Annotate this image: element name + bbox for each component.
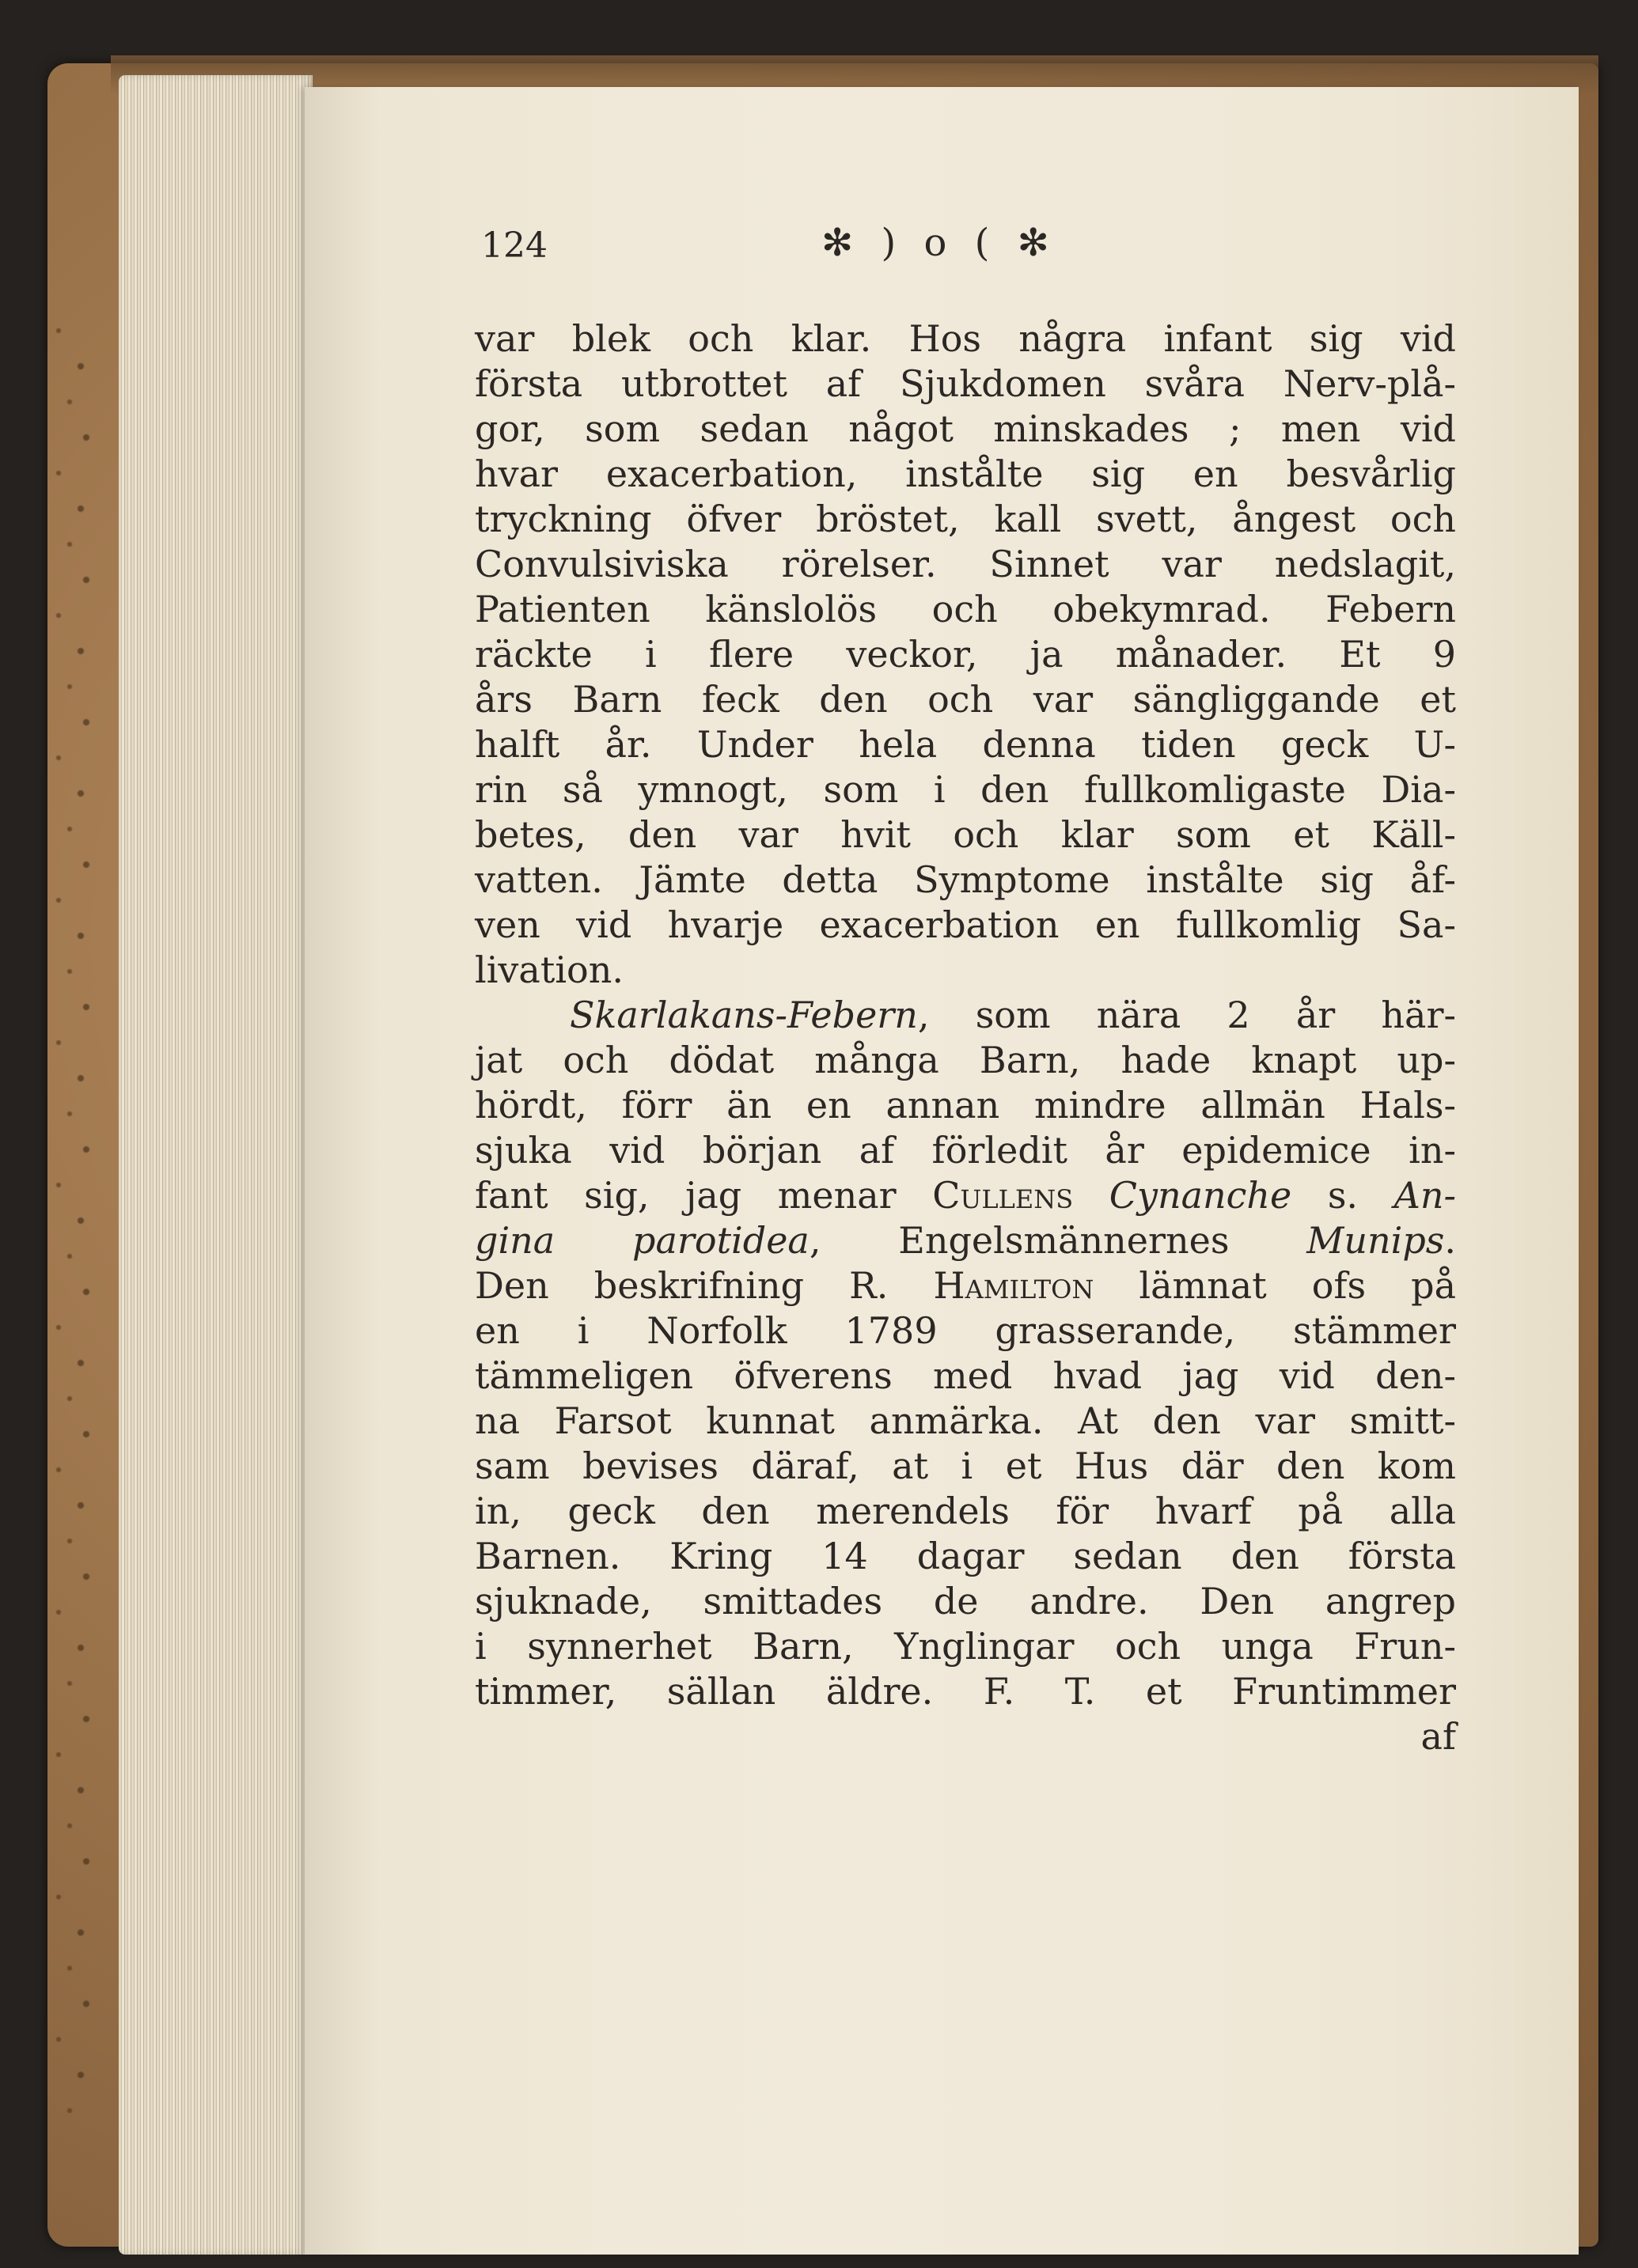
text-segment: lämnat ofs på — [1094, 1264, 1457, 1307]
text-line — [475, 1444, 1456, 1489]
ornament-header: ✻ ) o ( ✻ — [821, 221, 1057, 265]
text-line — [475, 812, 1456, 858]
text-line — [475, 1534, 1456, 1579]
text-line — [475, 1579, 1456, 1624]
text-line — [475, 587, 1456, 632]
text-line — [475, 1173, 1456, 1218]
text-segment: var blek och klar. Hos några infant sig vid — [475, 317, 1456, 360]
text-segment: fant sig, jag menar — [475, 1174, 933, 1217]
text-line — [475, 767, 1456, 812]
text-segment: sjuka vid början af förledit år epidemice in- — [475, 1129, 1456, 1172]
text-segment: ven vid hvarje exacerbation en fullkomlig Sa- — [475, 903, 1456, 946]
text-segment: betes, den var hvit och klar som et Käll- — [475, 813, 1456, 856]
text-segment: jat och dödat många Barn, hade knapt up- — [475, 1039, 1456, 1081]
text-line — [475, 497, 1456, 542]
text-segment: tämmeligen öfverens med hvad jag vid den- — [475, 1354, 1456, 1397]
text-segment: gor, som sedan något minskades ; men vid — [475, 407, 1456, 450]
text-line — [475, 1669, 1456, 1714]
text-segment: räckte i flere veckor, ja månader. Et 9 — [475, 633, 1456, 676]
text-segment: s. — [1291, 1174, 1394, 1217]
text-segment: en i Norfolk 1789 grasserande, stämmer — [475, 1309, 1456, 1352]
text-segment: gina parotidea — [475, 1219, 810, 1262]
text-segment: halft år. Under hela denna tiden geck U- — [475, 723, 1456, 766]
text-segment: in, geck den merendels för hvarf på alla — [475, 1490, 1456, 1532]
text-segment: första utbrottet af Sjukdomen svåra Nerv-plå- — [475, 362, 1456, 405]
text-segment: na Farsot kunnat anmärka. At den var smitt- — [475, 1399, 1456, 1442]
text-segment: livation. — [475, 948, 624, 991]
text-segment: Den beskrifning R. — [475, 1264, 934, 1307]
text-line — [475, 948, 1456, 993]
text-line — [475, 316, 1456, 362]
running-head — [481, 221, 1462, 281]
page-edges-stack — [119, 75, 313, 2255]
text-line — [475, 407, 1456, 452]
text-segment: An- — [1393, 1174, 1457, 1217]
text-line — [475, 722, 1456, 767]
text-segment: timmer, sällan äldre. F. T. et Fruntimmer — [475, 1670, 1456, 1713]
text-line — [475, 1624, 1456, 1669]
text-line — [475, 452, 1456, 497]
text-line — [475, 1308, 1456, 1354]
text-segment: Patienten känslolös och obekymrad. Febern — [475, 588, 1456, 630]
text-segment: i synnerhet Barn, Ynglingar och unga Frun- — [475, 1625, 1456, 1668]
text-segment: Barnen. Kring 14 dagar sedan den första — [475, 1535, 1456, 1577]
text-line — [475, 1128, 1456, 1173]
text-segment: rin så ymnogt, som i den fullkomligaste Dia- — [475, 768, 1456, 811]
text-line — [475, 1218, 1456, 1263]
text-segment: Munips — [1306, 1219, 1445, 1262]
text-line — [475, 542, 1456, 587]
text-line — [475, 1083, 1456, 1128]
text-line — [475, 632, 1456, 677]
text-line — [475, 903, 1456, 948]
text-line — [475, 1354, 1456, 1399]
text-segment: tryckning öfver bröstet, kall svett, ångest och — [475, 498, 1456, 540]
text-line — [475, 1038, 1456, 1083]
text-segment: vatten. Jämte detta Symptome instålte sig åf- — [475, 858, 1456, 901]
text-segment: , Engelsmännernes — [809, 1219, 1307, 1262]
text-segment: års Barn feck den och var sängliggande et — [475, 678, 1456, 721]
text-line — [475, 1263, 1456, 1308]
text-segment: sjuknade, smittades de andre. Den angrep — [475, 1580, 1456, 1622]
text-line — [475, 993, 1456, 1038]
text-segment: Convulsiviska rörelser. Sinnet var nedslagit, — [475, 543, 1456, 585]
text-segment: Cynanche — [1109, 1174, 1292, 1217]
page-number: 124 — [481, 225, 548, 266]
text-line — [475, 1489, 1456, 1534]
text-segment: , som nära 2 år här- — [917, 994, 1456, 1036]
text-line — [475, 362, 1456, 407]
text-line — [475, 858, 1456, 903]
text-segment — [1073, 1174, 1109, 1217]
text-line — [475, 677, 1456, 722]
text-segment: sam bevises däraf, at i et Hus där den kom — [475, 1444, 1456, 1487]
catchword: af — [1420, 1715, 1456, 1758]
cover-wear-spots — [47, 316, 103, 2136]
text-segment: Cullens — [932, 1174, 1074, 1217]
text-segment: . — [1444, 1219, 1456, 1262]
text-segment: Skarlakans-Febern — [570, 994, 918, 1036]
text-segment: hördt, förr än en annan mindre allmän Hals- — [475, 1084, 1456, 1126]
body-text — [475, 316, 1456, 1759]
text-segment: Hamilton — [933, 1264, 1094, 1307]
text-line — [475, 1399, 1456, 1444]
text-segment: hvar exacerbation, instålte sig en besvårlig — [475, 452, 1456, 495]
